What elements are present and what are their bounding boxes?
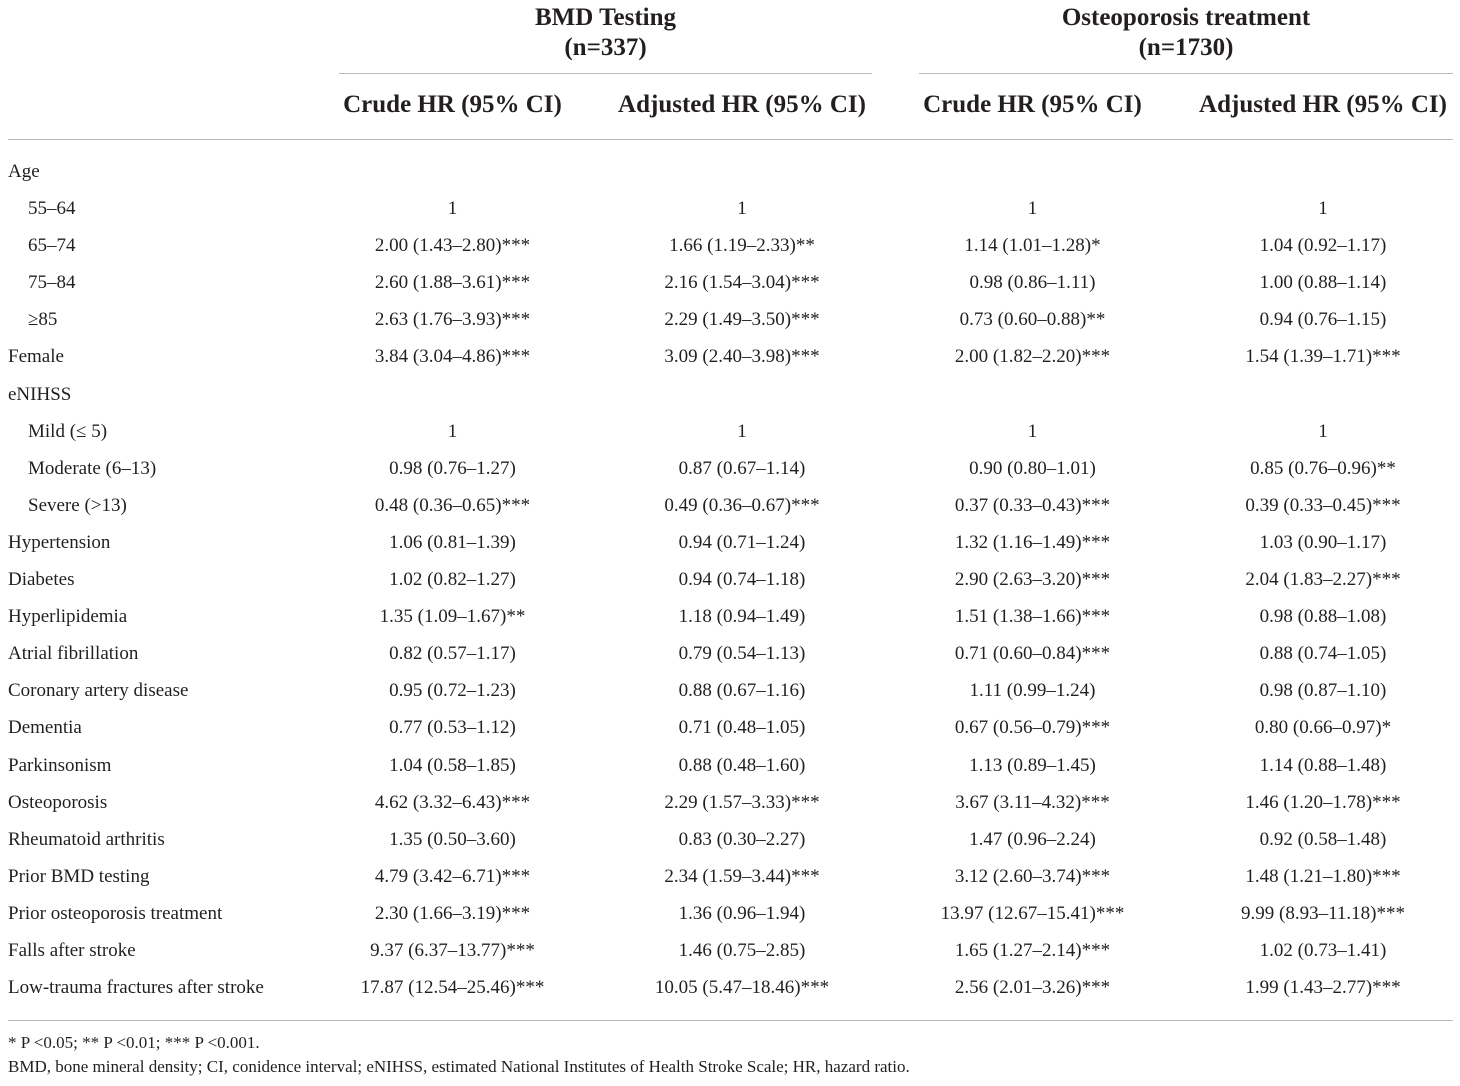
group-header-bmd-testing [339, 3, 872, 63]
table-row [0, 524, 1460, 561]
cell-adjusted-treatment: 1.14 (0.88–1.48) [1259, 754, 1387, 776]
cell-adjusted-bmd: 2.29 (1.49–3.50)*** [664, 309, 820, 331]
row-label: 55–64 [28, 198, 76, 220]
cell-crude-treatment: 0.67 (0.56–0.79)*** [954, 717, 1111, 739]
cell-adjusted-treatment: 0.92 (0.58–1.48) [1259, 828, 1387, 850]
cell-crude-treatment: 0.98 (0.86–1.11) [969, 272, 1096, 294]
cell-adjusted-bmd: 1.66 (1.19–2.33)** [669, 235, 815, 257]
table-row [0, 709, 1460, 746]
cell-adjusted-treatment: 1.02 (0.73–1.41) [1259, 939, 1387, 961]
cell-crude-bmd: 0.98 (0.76–1.27) [389, 457, 516, 479]
table-row [0, 672, 1460, 709]
row-label: Hypertension [8, 531, 111, 553]
table-row [0, 821, 1460, 858]
cell-adjusted-bmd: 1.46 (0.75–2.85) [678, 939, 806, 961]
cell-crude-treatment: 3.67 (3.11–4.32)*** [955, 791, 1110, 813]
cell-adjusted-bmd: 2.16 (1.54–3.04)*** [664, 272, 820, 294]
cell-adjusted-treatment [1193, 376, 1453, 413]
cell-crude-treatment [919, 153, 1146, 190]
cell-crude-treatment: 1.32 (1.16–1.49)*** [954, 531, 1111, 553]
cell-crude-bmd: 1.02 (0.82–1.27) [389, 569, 516, 591]
cell-adjusted-treatment: 1.48 (1.21–1.80)*** [1245, 865, 1401, 887]
group-title: BMD Testing [534, 4, 676, 31]
cell-adjusted-treatment [1193, 153, 1453, 190]
cell-crude-bmd: 2.00 (1.43–2.80)*** [374, 235, 531, 257]
group-underline-treatment [919, 73, 1453, 74]
cell-crude-treatment: 1.13 (0.89–1.45) [969, 754, 1096, 776]
cell-crude-treatment: 2.90 (2.63–3.20)*** [954, 569, 1111, 591]
cell-adjusted-bmd: 1.18 (0.94–1.49) [678, 606, 806, 628]
group-n: (n=337) [564, 34, 647, 61]
table-row [0, 561, 1460, 598]
row-label: Atrial fibrillation [8, 643, 139, 665]
cell-adjusted-treatment: 9.99 (8.93–11.18)*** [1241, 902, 1405, 924]
row-label: 65–74 [28, 235, 76, 257]
cell-crude-treatment [919, 376, 1146, 413]
table-row [0, 747, 1460, 784]
cell-adjusted-treatment: 1.99 (1.43–2.77)*** [1245, 977, 1401, 999]
table-row [0, 598, 1460, 635]
cell-crude-bmd: 0.95 (0.72–1.23) [389, 680, 516, 702]
row-label: ≥85 [28, 309, 58, 331]
cell-crude-bmd: 1 [447, 198, 458, 220]
table-bottom-rule [8, 1020, 1453, 1021]
cell-crude-bmd: 17.87 (12.54–25.46)*** [360, 977, 545, 999]
group-n: (n=1730) [1138, 34, 1234, 61]
cell-crude-treatment: 1.47 (0.96–2.24) [969, 828, 1096, 850]
row-label: Moderate (6–13) [28, 457, 157, 479]
column-header-crude-treatment: Crude HR (95% CI) [923, 91, 1142, 118]
cell-crude-treatment: 1 [1027, 198, 1038, 220]
cell-adjusted-bmd: 2.34 (1.59–3.44)*** [664, 865, 820, 887]
cell-crude-bmd: 2.60 (1.88–3.61)*** [374, 272, 531, 294]
row-label: Female [8, 346, 64, 368]
table-row [0, 635, 1460, 672]
cell-adjusted-bmd: 10.05 (5.47–18.46)*** [654, 977, 830, 999]
cell-crude-bmd: 2.30 (1.66–3.19)*** [374, 902, 531, 924]
table-row [0, 932, 1460, 969]
cell-crude-treatment: 3.12 (2.60–3.74)*** [954, 865, 1111, 887]
cell-crude-treatment: 1 [1027, 420, 1038, 442]
table-row [0, 413, 1460, 450]
cell-adjusted-bmd: 3.09 (2.40–3.98)*** [664, 346, 820, 368]
cell-crude-bmd: 3.84 (3.04–4.86)*** [374, 346, 531, 368]
cell-adjusted-treatment: 1.04 (0.92–1.17) [1259, 235, 1387, 257]
row-label: Dementia [8, 717, 82, 739]
table-row [0, 969, 1460, 1006]
table-row [0, 227, 1460, 264]
cell-crude-bmd: 1.06 (0.81–1.39) [389, 531, 516, 553]
row-label: Low-trauma fractures after stroke [8, 977, 264, 999]
cell-adjusted-treatment: 1.00 (0.88–1.14) [1259, 272, 1387, 294]
cell-adjusted-bmd: 1 [737, 420, 747, 442]
column-header-adjusted-treatment: Adjusted HR (95% CI) [1199, 91, 1447, 118]
cell-adjusted-bmd: 1 [737, 198, 747, 220]
cell-crude-treatment: 0.90 (0.80–1.01) [969, 457, 1096, 479]
row-label: Falls after stroke [8, 939, 136, 961]
row-label: Diabetes [8, 569, 75, 591]
cell-adjusted-bmd [612, 153, 872, 190]
cell-crude-bmd: 0.48 (0.36–0.65)*** [374, 494, 531, 516]
cell-crude-treatment: 2.56 (2.01–3.26)*** [954, 977, 1111, 999]
cell-adjusted-bmd: 0.94 (0.74–1.18) [678, 569, 806, 591]
table-row [0, 450, 1460, 487]
row-label: Parkinsonism [8, 754, 112, 776]
cell-adjusted-bmd: 0.71 (0.48–1.05) [678, 717, 806, 739]
cell-adjusted-bmd: 0.83 (0.30–2.27) [678, 828, 806, 850]
cell-crude-treatment: 13.97 (12.67–15.41)*** [940, 902, 1125, 924]
group-title: Osteoporosis treatment [1061, 4, 1311, 31]
cell-crude-bmd: 1 [447, 420, 458, 442]
table-row [0, 190, 1460, 227]
cell-adjusted-bmd: 1.36 (0.96–1.94) [678, 902, 806, 924]
cell-crude-treatment: 0.73 (0.60–0.88)** [959, 309, 1106, 331]
cell-adjusted-treatment: 1.54 (1.39–1.71)*** [1245, 346, 1401, 368]
table-row [0, 153, 1460, 190]
row-label: Hyperlipidemia [8, 606, 128, 628]
table-row [0, 301, 1460, 338]
row-label: Age [8, 161, 40, 182]
row-label: 75–84 [28, 272, 76, 294]
cell-crude-bmd: 4.62 (3.32–6.43)*** [374, 791, 531, 813]
cell-crude-treatment: 1.14 (1.01–1.28)* [964, 235, 1101, 257]
cell-crude-treatment: 1.65 (1.27–2.14)*** [954, 939, 1111, 961]
cell-crude-treatment: 2.00 (1.82–2.20)*** [954, 346, 1111, 368]
cell-adjusted-treatment: 0.80 (0.66–0.97)* [1254, 717, 1392, 739]
cell-adjusted-bmd: 0.79 (0.54–1.13) [678, 643, 806, 665]
cell-adjusted-treatment: 0.98 (0.87–1.10) [1259, 680, 1387, 702]
table-row [0, 264, 1460, 301]
row-label: Severe (>13) [28, 494, 127, 516]
cell-crude-bmd: 0.77 (0.53–1.12) [389, 717, 516, 739]
row-label: Mild (≤ 5) [28, 420, 108, 442]
cell-crude-bmd: 0.82 (0.57–1.17) [389, 643, 516, 665]
cell-crude-bmd [339, 153, 566, 190]
cell-adjusted-treatment: 0.39 (0.33–0.45)*** [1245, 494, 1401, 516]
row-label: Osteoporosis [8, 791, 108, 813]
table-row [0, 895, 1460, 932]
row-label: Rheumatoid arthritis [8, 828, 165, 850]
cell-crude-bmd: 1.35 (1.09–1.67)** [379, 606, 526, 628]
cell-adjusted-treatment: 0.98 (0.88–1.08) [1259, 606, 1387, 628]
cell-adjusted-treatment: 1 [1318, 198, 1328, 220]
footnote-abbreviations: BMD, bone mineral density; CI, conidence interval; eNIHSS, estimated National Institutes of Health Stroke Scale; HR, hazard ratio. [8, 1057, 910, 1076]
cell-adjusted-treatment: 1.46 (1.20–1.78)*** [1245, 791, 1401, 813]
group-underline-bmd [339, 73, 872, 74]
cell-crude-treatment: 0.71 (0.60–0.84)*** [954, 643, 1111, 665]
cell-adjusted-bmd: 0.88 (0.67–1.16) [678, 680, 806, 702]
cell-adjusted-bmd: 0.88 (0.48–1.60) [678, 754, 806, 776]
row-label: eNIHSS [8, 383, 72, 405]
cell-crude-treatment: 1.11 (0.99–1.24) [969, 680, 1096, 702]
row-label: Prior BMD testing [8, 865, 150, 887]
table-row [0, 858, 1460, 895]
cell-adjusted-treatment: 0.94 (0.76–1.15) [1259, 309, 1387, 331]
cell-adjusted-bmd [612, 376, 872, 413]
cell-adjusted-bmd: 2.29 (1.57–3.33)*** [664, 791, 820, 813]
cell-crude-bmd: 9.37 (6.37–13.77)*** [370, 939, 535, 961]
cell-adjusted-bmd: 0.94 (0.71–1.24) [678, 531, 806, 553]
table-body [0, 153, 1460, 1006]
column-header-adjusted-bmd: Adjusted HR (95% CI) [618, 91, 866, 118]
cell-crude-treatment: 0.37 (0.33–0.43)*** [954, 494, 1111, 516]
row-label: Prior osteoporosis treatment [8, 902, 223, 924]
cell-adjusted-treatment: 1 [1318, 420, 1328, 442]
table-row [0, 784, 1460, 821]
footnote-significance: * P <0.05; ** P <0.01; *** P <0.001. [8, 1033, 260, 1052]
cell-crude-treatment: 1.51 (1.38–1.66)*** [954, 606, 1111, 628]
cell-adjusted-bmd: 0.87 (0.67–1.14) [678, 457, 806, 479]
cell-adjusted-bmd: 0.49 (0.36–0.67)*** [664, 494, 820, 516]
cell-crude-bmd: 2.63 (1.76–3.93)*** [374, 309, 531, 331]
cell-adjusted-treatment: 0.85 (0.76–0.96)** [1250, 457, 1396, 479]
cell-adjusted-treatment: 0.88 (0.74–1.05) [1259, 643, 1387, 665]
cell-crude-bmd: 1.35 (0.50–3.60) [389, 828, 516, 850]
column-header-crude-bmd: Crude HR (95% CI) [343, 91, 562, 118]
table-row [0, 338, 1460, 375]
table-row [0, 376, 1460, 413]
header-rule [8, 139, 1453, 140]
cell-adjusted-treatment: 2.04 (1.83–2.27)*** [1245, 569, 1401, 591]
row-label: Coronary artery disease [8, 680, 189, 702]
table-row [0, 487, 1460, 524]
cell-crude-bmd: 4.79 (3.42–6.71)*** [374, 865, 531, 887]
cell-adjusted-treatment: 1.03 (0.90–1.17) [1259, 531, 1387, 553]
group-header-osteoporosis-treatment [919, 3, 1453, 63]
cell-crude-bmd: 1.04 (0.58–1.85) [389, 754, 516, 776]
cell-crude-bmd [339, 376, 566, 413]
